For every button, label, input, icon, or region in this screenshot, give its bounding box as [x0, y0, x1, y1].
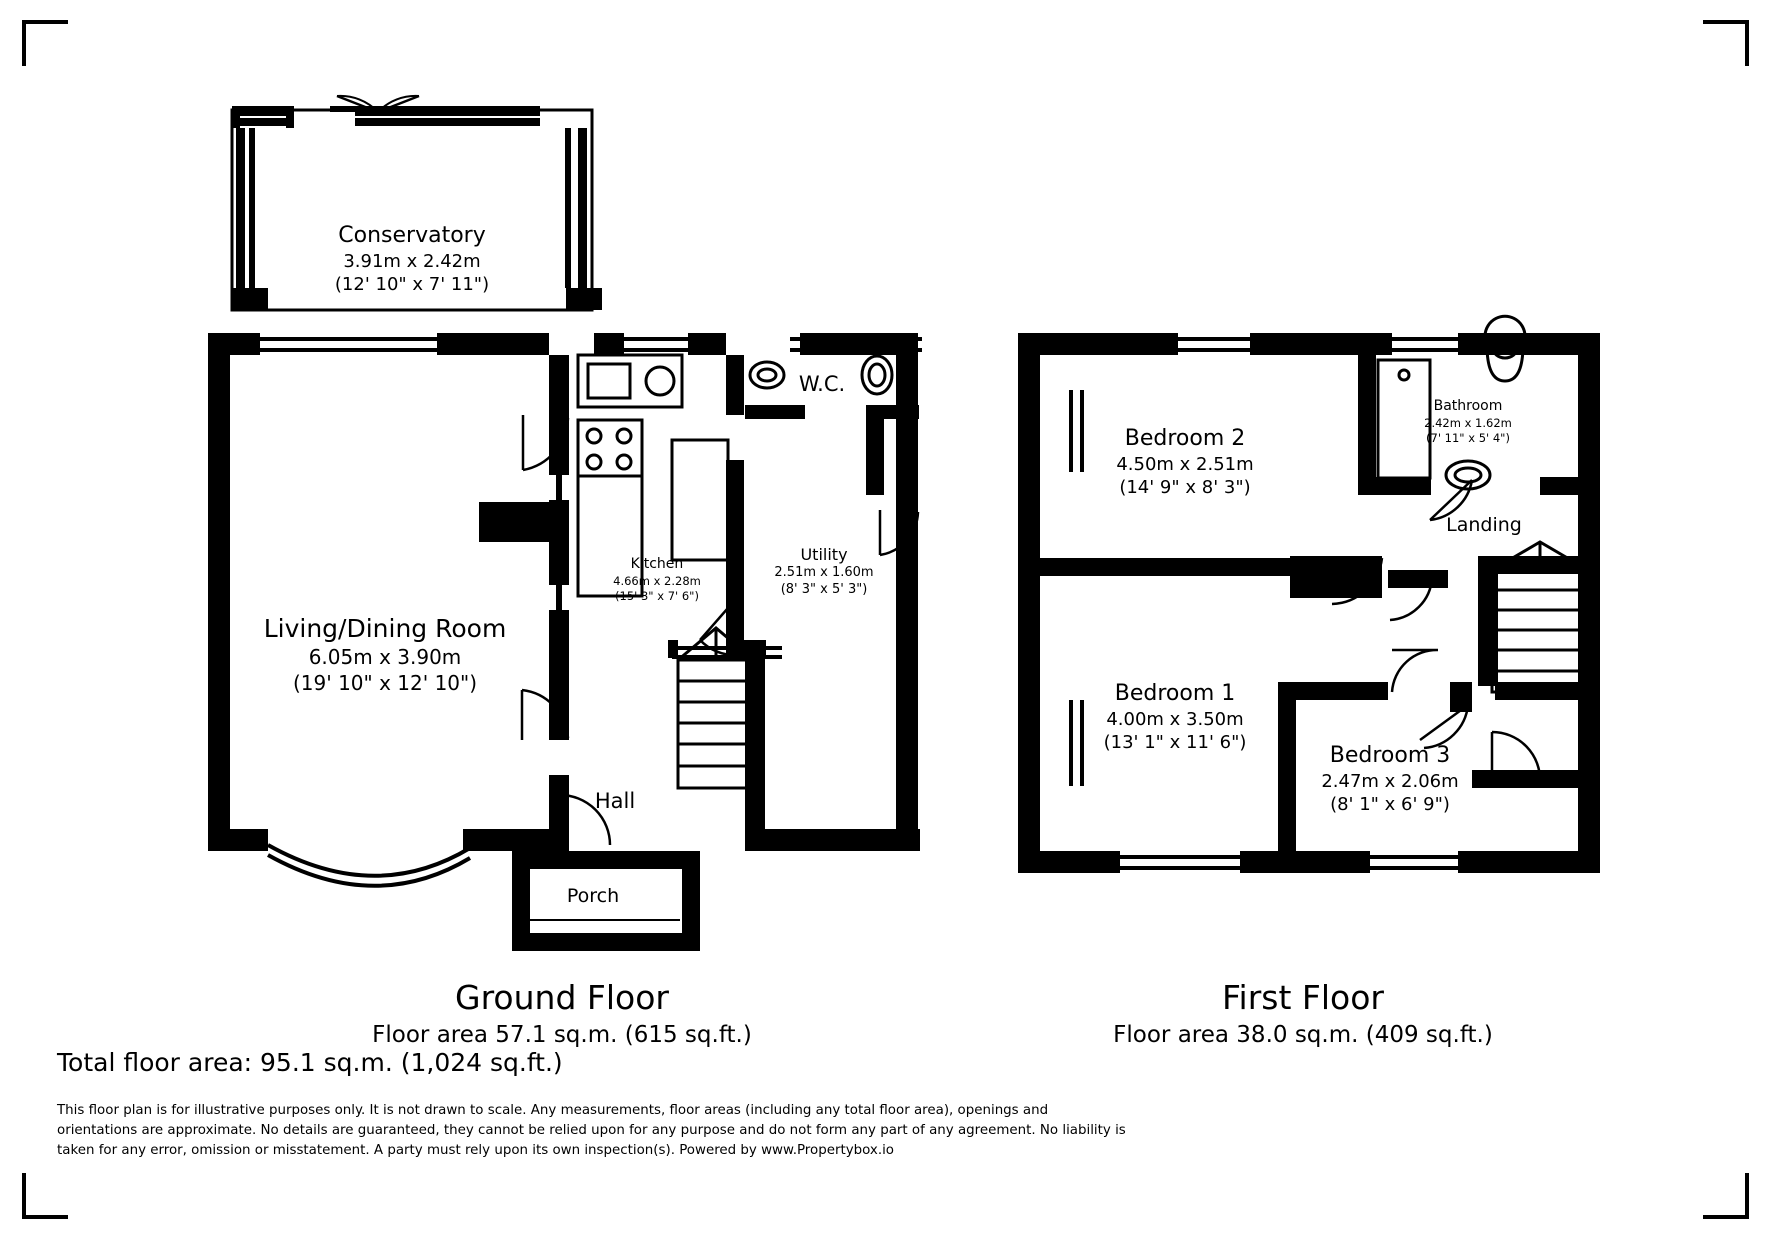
room-label-conservatory: Conservatory 3.91m x 2.42m (12' 10" x 7' 11"): [334, 223, 490, 296]
first-floor-walls: [1018, 333, 1600, 873]
room-label-hall: Hall: [594, 789, 636, 813]
room-label-wc: W.C.: [798, 372, 846, 396]
room-label-bedroom-1: Bedroom 1 4.00m x 3.50m (13' 1" x 11' 6"): [1103, 681, 1247, 754]
total-floor-area: Total floor area: 95.1 sq.m. (1,024 sq.ft.): [57, 1048, 563, 1077]
room-label-living-dining-room: Living/Dining Room 6.05m x 3.90m (19' 10" x 12' 10"): [263, 614, 507, 695]
room-label-bedroom-3: Bedroom 3 2.47m x 2.06m (8' 1" x 6' 9"): [1321, 743, 1459, 816]
first-floor-title: First Floor Floor area 38.0 sq.m. (409 sq.ft.): [1113, 978, 1493, 1048]
room-label-landing: Landing: [1446, 514, 1522, 536]
room-label-bedroom-2: Bedroom 2 4.50m x 2.51m (14' 9" x 8' 3"): [1116, 426, 1254, 499]
ground-floor-walls: [208, 333, 922, 886]
room-label-kitchen: Kitchen 4.66m x 2.28m (15' 3" x 7' 6"): [613, 556, 701, 603]
room-label-utility: Utility 2.51m x 1.60m (8' 3" x 5' 3"): [774, 545, 874, 598]
disclaimer-text: This floor plan is for illustrative purposes only. It is not drawn to scale. Any measurements, floor areas (including any total floor area), openings and orientations are approximate. No details are guaranteed, they cannot be relied upon for any purpose and do not form any part of any agreement. No liability is taken for any error, omission or misstatement. A party must rely upon its own inspection(s). Powered by www.Propertybox.io: [57, 1103, 1126, 1159]
room-label-porch: Porch: [566, 885, 620, 907]
ground-floor-title: Ground Floor Floor area 57.1 sq.m. (615 sq.ft.): [372, 978, 752, 1048]
room-label-bathroom: Bathroom 2.42m x 1.62m (7' 11" x 5' 4"): [1424, 398, 1512, 445]
